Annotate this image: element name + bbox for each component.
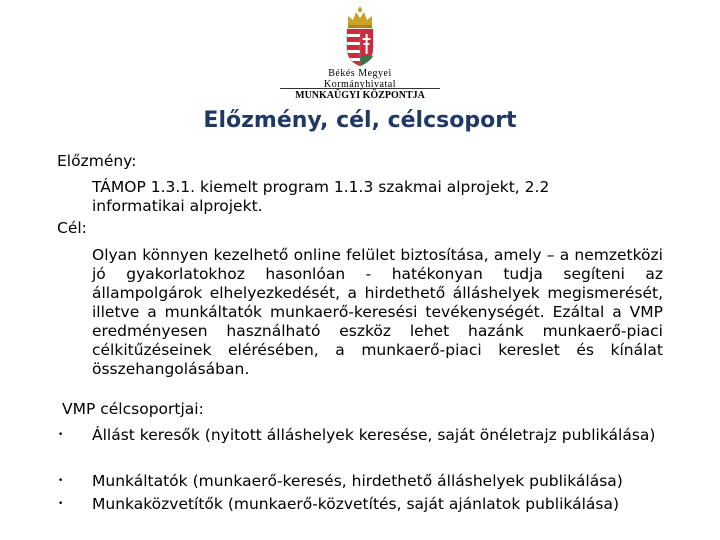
list-item: Munkáltatók (munkaerő-keresés, hirdethető álláshelyek publikálása) — [92, 472, 623, 490]
header-divider — [280, 88, 440, 89]
cel-label: Cél: — [57, 219, 87, 237]
bullet-marker: • — [58, 499, 64, 509]
bullet-marker: • — [58, 476, 64, 486]
list-item: Munkaközvetítők (munkaerő-közvetítés, saját ajánlatok publikálása) — [92, 495, 619, 513]
org-name-line2: Kormányhivatal — [324, 79, 396, 90]
org-name-line1: Békés Megyei — [328, 68, 392, 79]
elozmeny-line2: informatikai alprojekt. — [92, 197, 263, 215]
celcsoport-label: VMP célcsoportjai: — [62, 400, 204, 418]
cel-paragraph: Olyan könnyen kezelhető online felület biztosítása, amely – a nemzetközi jó gyakorlatokhoz hasonlóan - hatékonyan tudja segíteni az állampolgárok elhelyezkedését, a hirdethető álláshelyek megismerését, illetve a munkáltatók munkaerő-keresési tevékenységét. Ezáltal a VMP eredményesen használható eszköz lehet hazánk munkaerő-piaci célkitűzéseinek elérésében, a munkaerő-piaci kereslet és kínálat összehangolásában. — [92, 246, 663, 378]
org-name-line3: MUNKAÜGYI KÖZPONTJA — [295, 90, 425, 101]
list-item: Állást keresők (nyitott álláshelyek keresése, saját önéletrajz publikálása) — [92, 426, 656, 444]
hungarian-coat-of-arms-icon — [340, 6, 380, 68]
elozmeny-line1: TÁMOP 1.3.1. kiemelt program 1.1.3 szakmai alprojekt, 2.2 — [92, 178, 550, 196]
page-title: Előzmény, cél, célcsoport — [203, 108, 517, 133]
bullet-marker: • — [58, 430, 64, 440]
elozmeny-label: Előzmény: — [57, 152, 137, 170]
